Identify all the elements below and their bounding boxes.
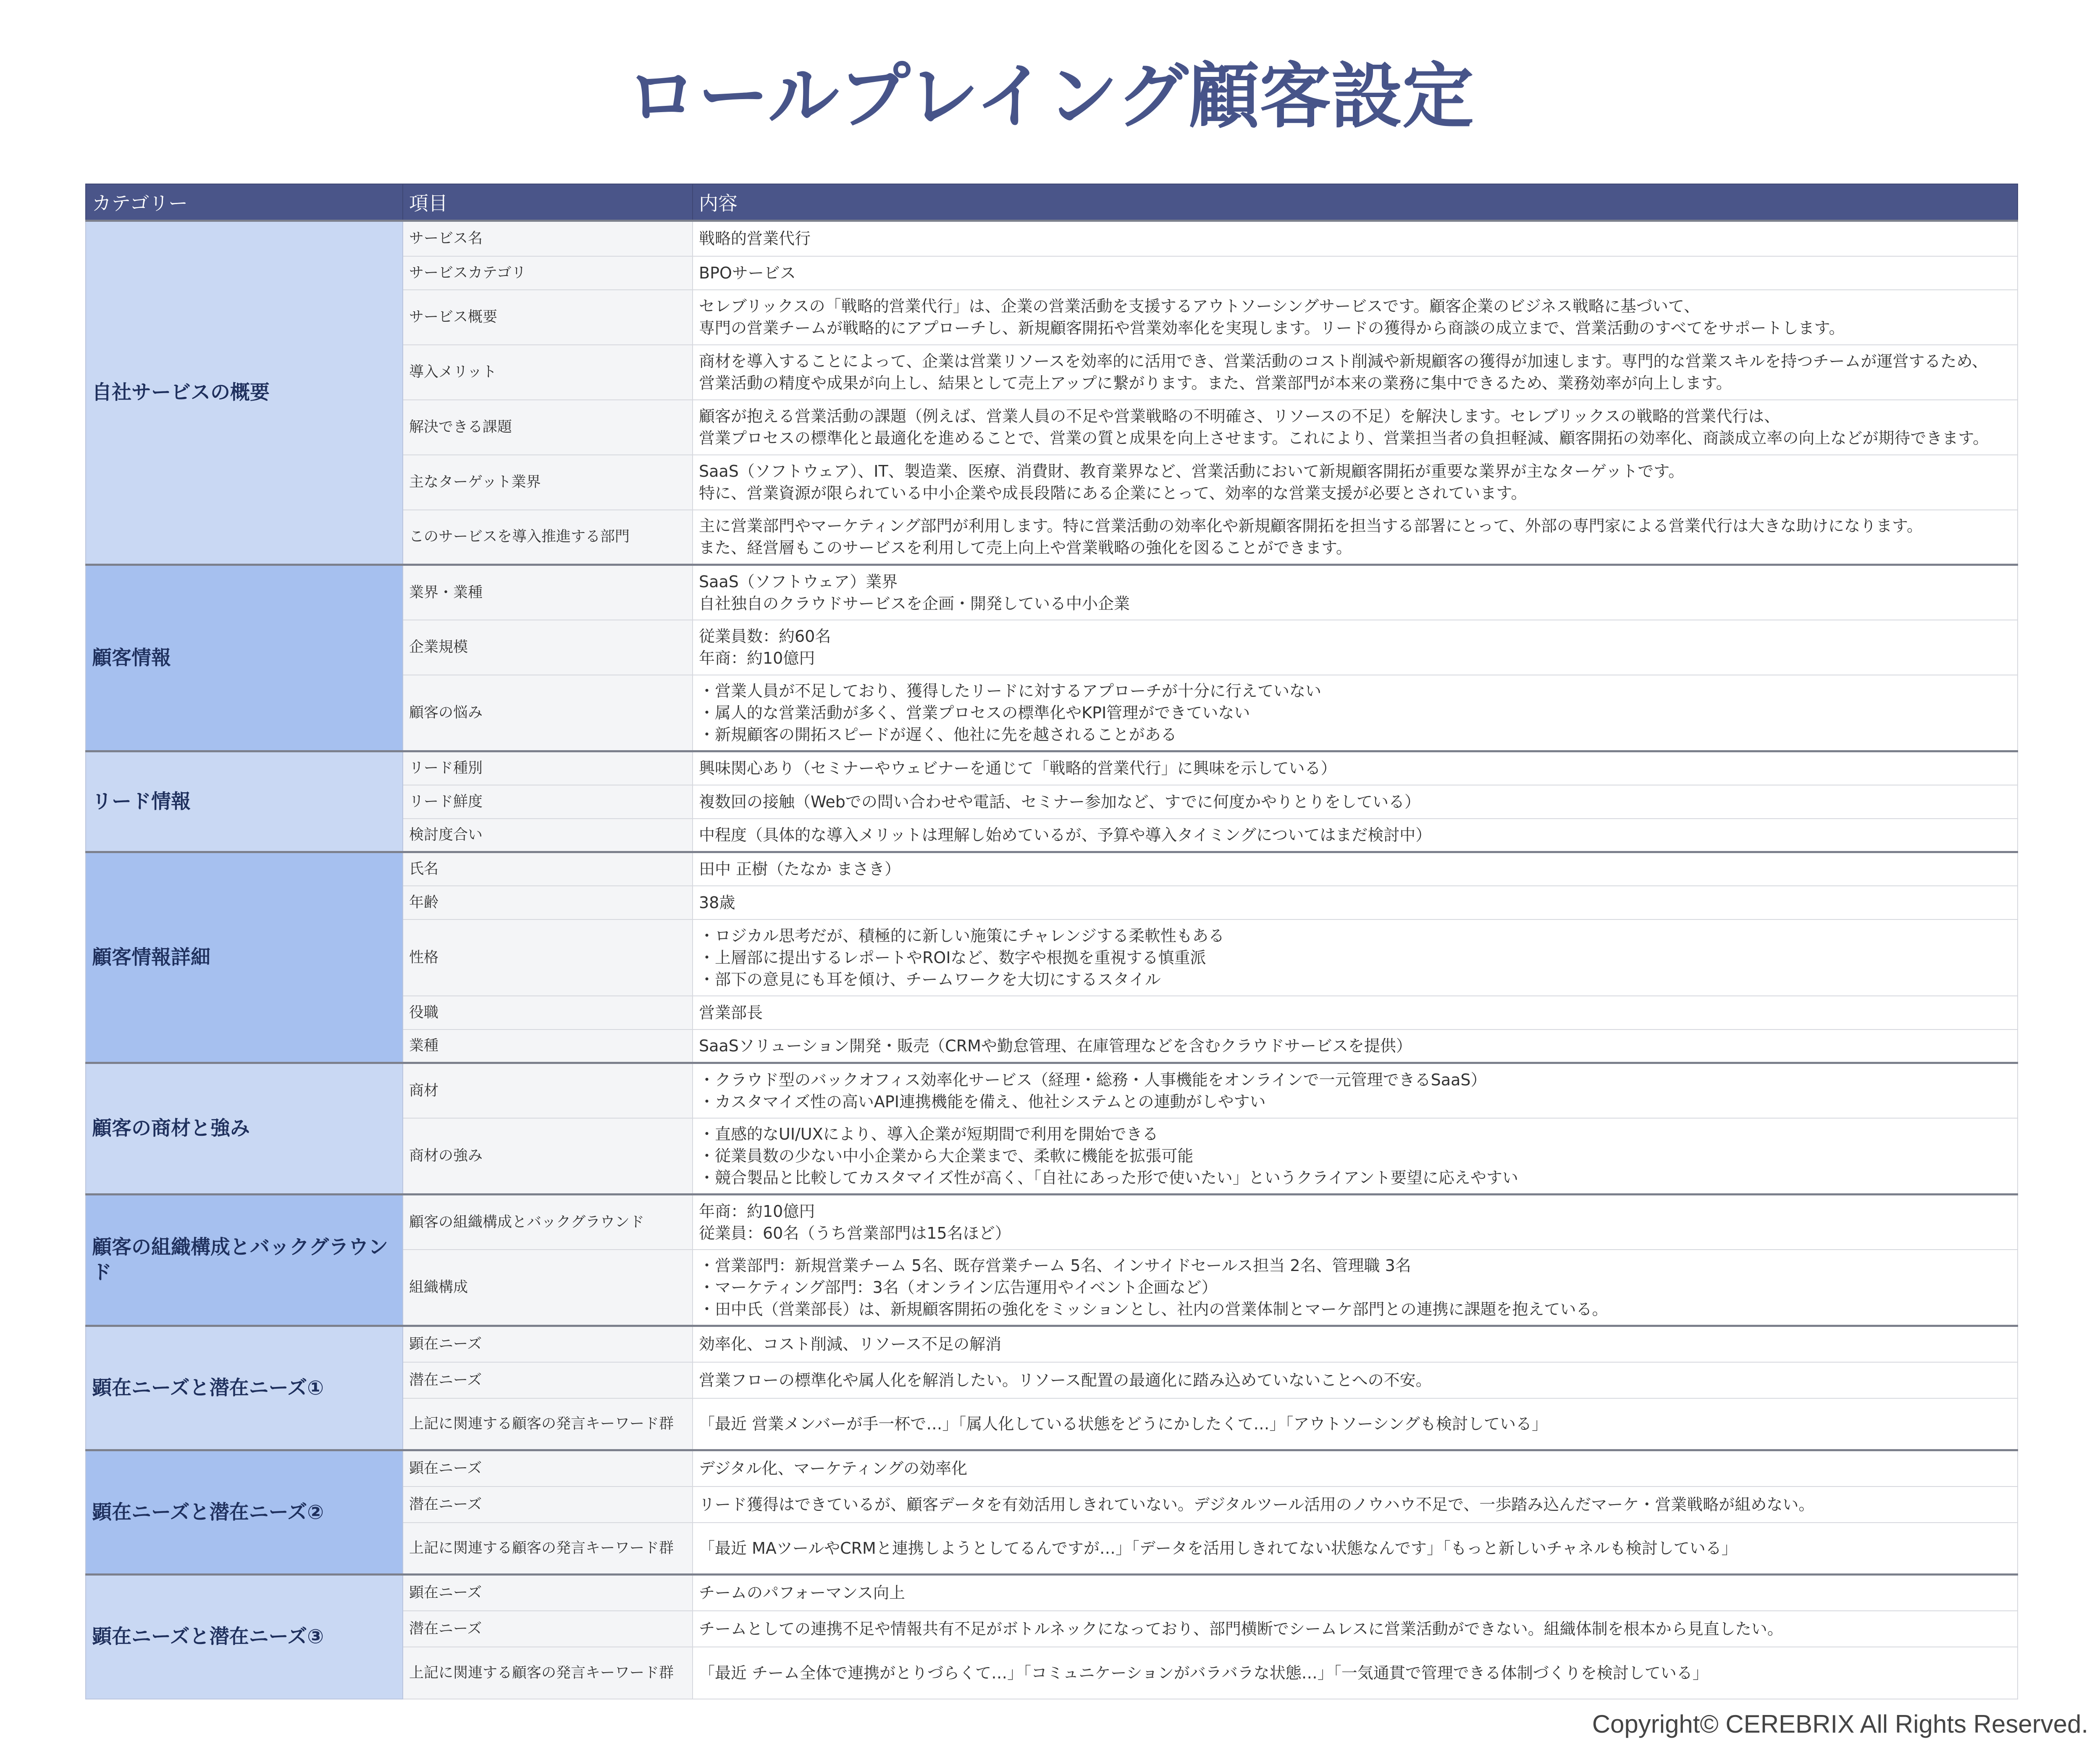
content-line: 複数回の接触（Webでの問い合わせや電話、セミナー参加など、すでに何度かやりとりをしている） — [699, 792, 1420, 811]
content-line: ・ロジカル思考だが、積極的に新しい施策にチャレンジする柔軟性もある — [699, 926, 1224, 945]
content-line: ・クラウド型のバックオフィス効率化サービス（経理・総務・人事機能をオンラインで一元管理できるSaaS） — [699, 1070, 1487, 1089]
category-cell: 顧客の組織構成とバックグラウンド — [86, 1195, 403, 1326]
content-cell — [693, 1030, 2018, 1063]
item-cell: 顧客の組織構成とバックグラウンド — [403, 1195, 693, 1250]
content-line: 商材を導入することによって、企業は営業リソースを効率的に活用でき、営業活動のコスト削減や新規顧客の獲得が加速します。専門的な営業スキルを持つチームが運営するため、 — [699, 352, 1988, 370]
content-cell — [693, 1523, 2018, 1575]
item-cell: 業種 — [403, 1030, 693, 1063]
content-cell — [693, 256, 2018, 290]
item-cell: 潜在ニーズ — [403, 1362, 693, 1398]
content-line: ・部下の意見にも耳を傾け、チームワークを大切にするスタイル — [699, 970, 1161, 989]
content-cell — [693, 675, 2018, 751]
table-row — [86, 221, 2018, 256]
content-cell — [693, 455, 2018, 510]
content-line: ・マーケティング部門：3名（オンライン広告運用やイベント企画など） — [699, 1278, 1218, 1297]
content-line: 38歳 — [699, 893, 735, 912]
content-cell — [693, 345, 2018, 400]
content-cell — [693, 919, 2018, 996]
content-line: 営業プロセスの標準化と最適化を進めることで、営業の質と成果を向上させます。これにより、営業担当者の負担軽減、顧客開拓の効率化、商談成立率の向上などが期待できます。 — [699, 429, 1989, 447]
item-cell: 組織構成 — [403, 1250, 693, 1326]
content-line: SaaS（ソフトウェア）、IT、製造業、医療、消費財、教育業界など、営業活動において新規顧客開拓が重要な業界が主なターゲットです。 — [699, 462, 1685, 481]
table-row — [86, 1063, 2018, 1118]
table-body — [86, 221, 2018, 1699]
content-line: ・従業員数の少ない中小企業から大企業まで、柔軟に機能を拡張可能 — [699, 1146, 1194, 1165]
item-cell: 役職 — [403, 996, 693, 1030]
item-cell: 顕在ニーズ — [403, 1326, 693, 1362]
content-line: デジタル化、マーケティングの効率化 — [699, 1459, 968, 1478]
content-line: 主に営業部門やマーケティング部門が利用します。特に営業活動の効率化や新規顧客開拓を担当する部署にとって、外部の専門家による営業代行は大きな助けになります。 — [699, 517, 1923, 536]
item-cell: 上記に関連する顧客の発言キーワード群 — [403, 1398, 693, 1450]
content-cell — [693, 1250, 2018, 1326]
category-cell: 顧客情報詳細 — [86, 852, 403, 1063]
content-line: 効率化、コスト削減、リソース不足の解消 — [699, 1335, 1002, 1354]
content-cell — [693, 1647, 2018, 1699]
category-cell: リード情報 — [86, 751, 403, 852]
content-line: ・属人的な営業活動が多く、営業プロセスの標準化やKPI管理ができていない — [699, 703, 1250, 722]
item-cell: 主なターゲット業界 — [403, 455, 693, 510]
table-row — [86, 1195, 2018, 1250]
item-cell: サービス概要 — [403, 290, 693, 345]
content-line: 「最近 チーム全体で連携がとりづらくて…」「コミュニケーションがバラバラな状態…」「一気通貫で管理できる体制づくりを検討している」 — [699, 1663, 1709, 1682]
content-line: ・営業部門：新規営業チーム 5名、既存営業チーム 5名、インサイドセールス担当 2名、管理職 3名 — [699, 1256, 1411, 1275]
content-line: 自社独自のクラウドサービスを企画・開発している中小企業 — [699, 594, 1130, 613]
item-cell: 性格 — [403, 919, 693, 996]
content-line: 従業員数：約60名 — [699, 627, 831, 646]
content-line: また、経営層もこのサービスを利用して売上向上や営業戦略の強化を図ることができます。 — [699, 538, 1352, 557]
content-line: 「最近 営業メンバーが手一杯で…」「属人化している状態をどうにかしたくて…」「アウトソーシングも検討している」 — [699, 1414, 1548, 1433]
content-line: SaaS（ソフトウェア）業界 — [699, 572, 898, 591]
table-header-row — [86, 184, 2018, 221]
content-cell — [693, 1118, 2018, 1195]
item-cell: 顕在ニーズ — [403, 1575, 693, 1611]
content-cell — [693, 400, 2018, 455]
content-cell — [693, 620, 2018, 675]
item-cell: 年齢 — [403, 886, 693, 919]
table-row — [86, 1326, 2018, 1362]
header-content: 内容 — [693, 184, 2018, 221]
content-cell — [693, 819, 2018, 852]
item-cell: 商材 — [403, 1063, 693, 1118]
item-cell: リード鮮度 — [403, 785, 693, 819]
content-line: 興味関心あり（セミナーやウェビナーを通じて「戦略的営業代行」に興味を示している） — [699, 759, 1337, 778]
item-cell: リード種別 — [403, 751, 693, 785]
content-cell — [693, 1611, 2018, 1647]
content-line: 年商：約10億円 — [699, 649, 815, 667]
page-title: ロールプレイング顧客設定 — [626, 55, 1474, 138]
content-line: ・上層部に提出するレポートやROIなど、数字や根拠を重視する慎重派 — [699, 948, 1206, 967]
content-cell — [693, 221, 2018, 256]
content-cell — [693, 510, 2018, 565]
content-line: ・新規顧客の開拓スピードが遅く、他社に先を越されることがある — [699, 725, 1177, 744]
content-cell — [693, 1450, 2018, 1486]
content-cell — [693, 1195, 2018, 1250]
content-line: 「最近 MAツールやCRMと連携しようとしてるんですが…」「データを活用しきれてない状態なんです」「もっと新しいチャネルも検討している」 — [699, 1539, 1738, 1557]
content-cell — [693, 1362, 2018, 1398]
content-cell — [693, 852, 2018, 886]
content-line: 田中 正樹（たなか まさき） — [699, 860, 901, 879]
content-line: リード獲得はできているが、顧客データを有効活用しきれていない。デジタルツール活用のノウハウ不足で、一歩踏み込んだマーケ・営業戦略が組めない。 — [699, 1495, 1815, 1514]
category-cell: 顧客の商材と強み — [86, 1063, 403, 1195]
content-cell — [693, 1398, 2018, 1450]
category-cell: 顕在ニーズと潜在ニーズ① — [86, 1326, 403, 1450]
item-cell: 解決できる課題 — [403, 400, 693, 455]
content-line: チームとしての連携不足や情報共有不足がボトルネックになっており、部門横断でシームレスに営業活動ができない。組織体制を根本から見直したい。 — [699, 1619, 1783, 1638]
content-cell — [693, 996, 2018, 1030]
content-cell — [693, 290, 2018, 345]
content-line: ・営業人員が不足しており、獲得したリードに対するアプローチが十分に行えていない — [699, 681, 1322, 700]
item-cell: 上記に関連する顧客の発言キーワード群 — [403, 1523, 693, 1575]
content-cell — [693, 565, 2018, 620]
category-cell: 顕在ニーズと潜在ニーズ③ — [86, 1575, 403, 1699]
table-row — [86, 1450, 2018, 1486]
content-cell — [693, 1575, 2018, 1611]
item-cell: サービスカテゴリ — [403, 256, 693, 290]
table-row — [86, 751, 2018, 785]
content-line: BPOサービス — [699, 263, 796, 282]
content-line: 専門の営業チームが戦略的にアプローチし、新規顧客開拓や営業効率化を実現します。リードの獲得から商談の成立まで、営業活動のすべてをサポートします。 — [699, 319, 1845, 337]
content-line: 特に、営業資源が限られている中小企業や成長段階にある企業にとって、効率的な営業支援が必要とされています。 — [699, 484, 1527, 502]
content-line: 年商：約10億円 — [699, 1202, 815, 1221]
item-cell: 企業規模 — [403, 620, 693, 675]
table-row — [86, 565, 2018, 620]
content-line: セレブリックスの「戦略的営業代行」は、企業の営業活動を支援するアウトソーシングサービスです。顧客企業のビジネス戦略に基づいて、 — [699, 297, 1700, 315]
item-cell: 検討度合い — [403, 819, 693, 852]
header-category: カテゴリー — [86, 184, 403, 221]
item-cell: 上記に関連する顧客の発言キーワード群 — [403, 1647, 693, 1699]
item-cell: 商材の強み — [403, 1118, 693, 1195]
content-line: 営業活動の精度や成果が向上し、結果として売上アップに繋がります。また、営業部門が本来の業務に集中できるため、業務効率が向上します。 — [699, 374, 1732, 392]
content-line: ・カスタマイズ性の高いAPI連携機能を備え、他社システムとの連動がしやすい — [699, 1092, 1266, 1111]
content-line: 従業員：60名（うち営業部門は15名ほど） — [699, 1224, 1011, 1242]
item-cell: サービス名 — [403, 221, 693, 256]
content-line: ・田中氏（営業部長）は、新規顧客開拓の強化をミッションとし、社内の営業体制とマーケ部門との連携に課題を抱えている。 — [699, 1300, 1608, 1318]
content-cell — [693, 886, 2018, 919]
item-cell: 顕在ニーズ — [403, 1450, 693, 1486]
content-line: 営業部長 — [699, 1003, 763, 1022]
category-cell: 顧客情報 — [86, 565, 403, 751]
item-cell: 潜在ニーズ — [403, 1486, 693, 1523]
content-cell — [693, 1486, 2018, 1523]
role-play-table — [85, 184, 2018, 1699]
table-row — [86, 1575, 2018, 1611]
header-item: 項目 — [403, 184, 693, 221]
category-cell: 自社サービスの概要 — [86, 221, 403, 565]
content-line: 営業フローの標準化や属人化を解消したい。リソース配置の最適化に踏み込めていないことへの不安。 — [699, 1371, 1432, 1389]
content-cell — [693, 1063, 2018, 1118]
copyright-text: Copyright© CEREBRIX All Rights Reserved. — [1592, 1710, 2088, 1738]
content-line: 顧客が抱える営業活動の課題（例えば、営業人員の不足や営業戦略の不明確さ、リソースの不足）を解決します。セレブリックスの戦略的営業代行は、 — [699, 407, 1780, 425]
item-cell: 氏名 — [403, 852, 693, 886]
content-line: 戦略的営業代行 — [699, 229, 811, 248]
content-line: ・直感的なUI/UXにより、導入企業が短期間で利用を開始できる — [699, 1124, 1158, 1143]
table-row — [86, 852, 2018, 886]
content-line: ・競合製品と比較してカスタマイズ性が高く、「自社にあった形で使いたい」というクライアント要望に応えやすい — [699, 1168, 1518, 1187]
item-cell: 顧客の悩み — [403, 675, 693, 751]
content-line: SaaSソリューション開発・販売（CRMや勤怠管理、在庫管理などを含むクラウドサービスを提供） — [699, 1036, 1412, 1055]
item-cell: 潜在ニーズ — [403, 1611, 693, 1647]
content-line: チームのパフォーマンス向上 — [699, 1584, 905, 1602]
content-cell — [693, 1326, 2018, 1362]
content-cell — [693, 785, 2018, 819]
item-cell: 業界・業種 — [403, 565, 693, 620]
content-cell — [693, 751, 2018, 785]
item-cell: このサービスを導入推進する部門 — [403, 510, 693, 565]
content-line: 中程度（具体的な導入メリットは理解し始めているが、予算や導入タイミングについてはまだ検討中） — [699, 825, 1432, 844]
category-cell: 顕在ニーズと潜在ニーズ② — [86, 1450, 403, 1575]
item-cell: 導入メリット — [403, 345, 693, 400]
